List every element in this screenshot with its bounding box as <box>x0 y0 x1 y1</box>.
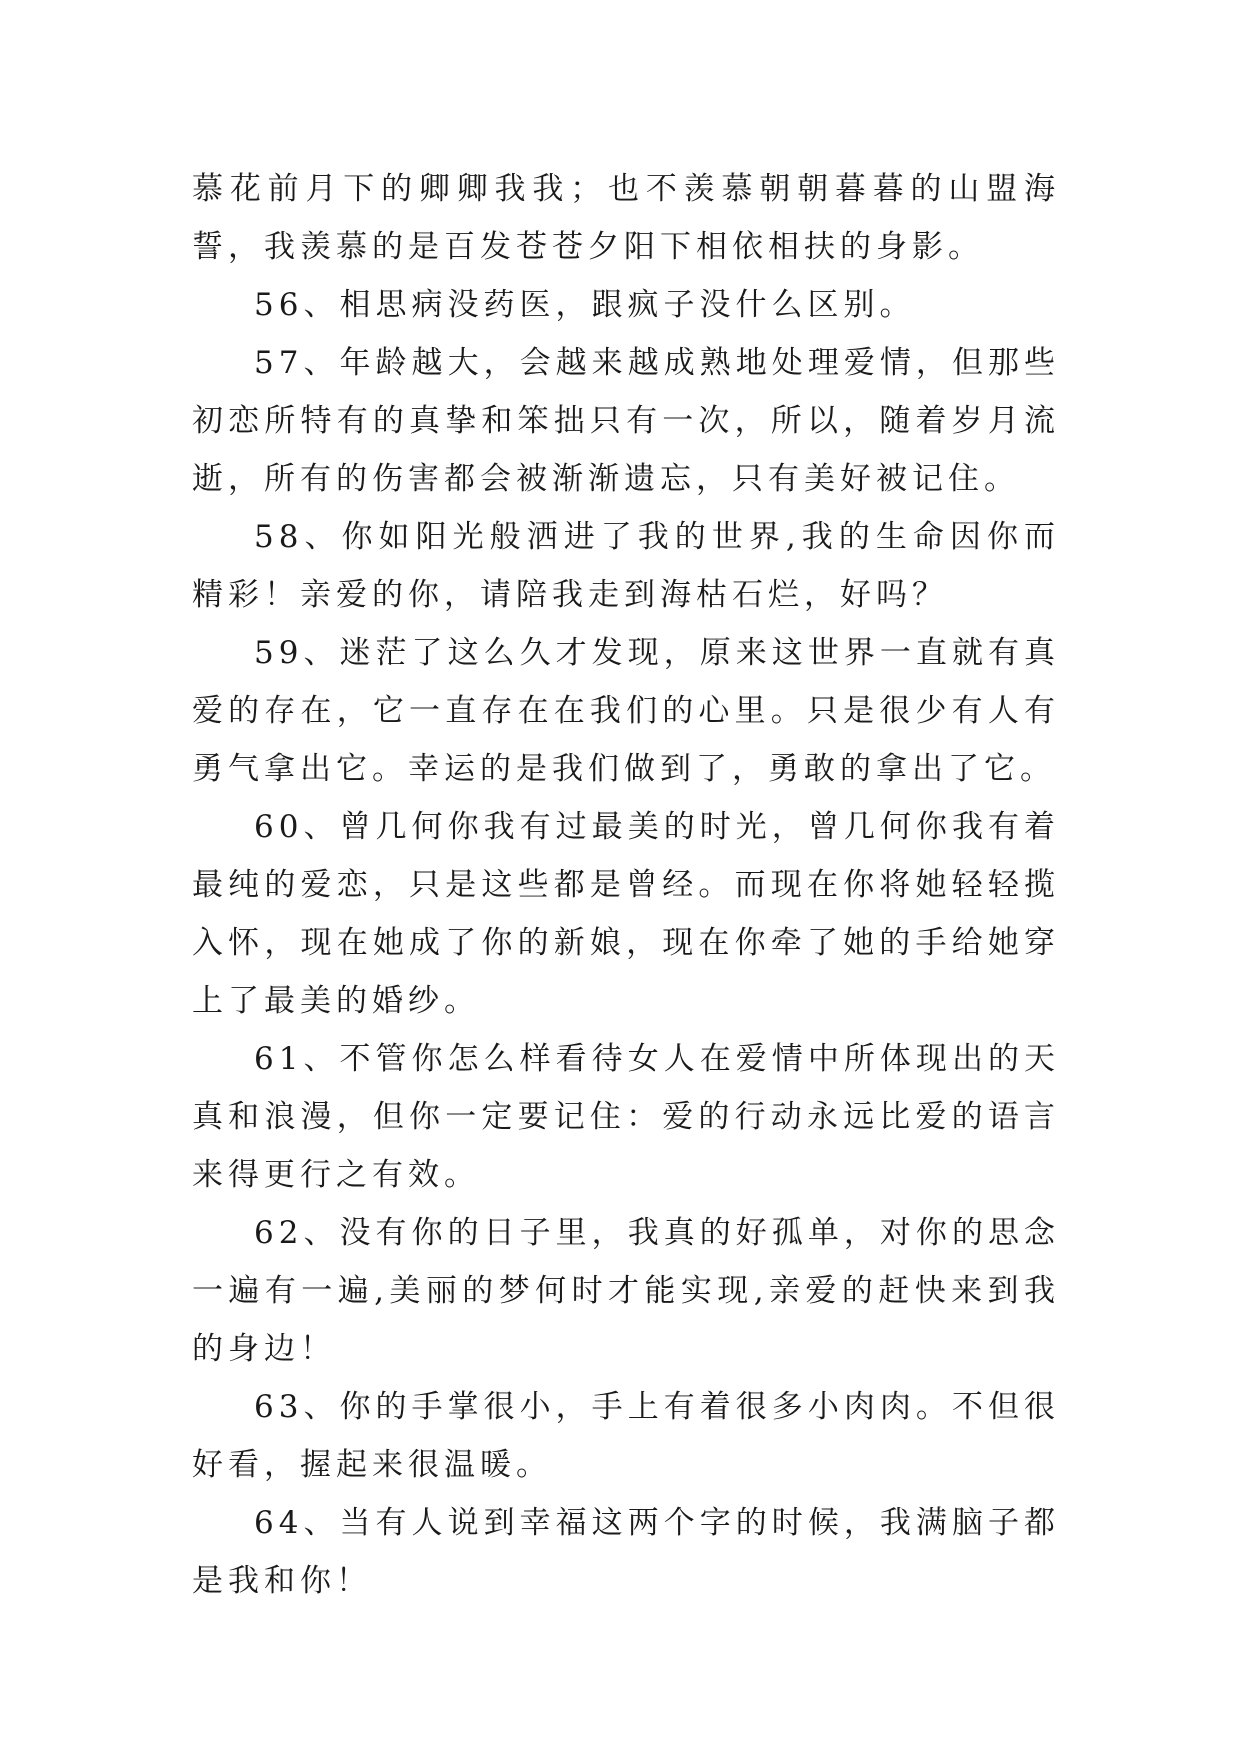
paragraph-62: 62、没有你的日子里，我真的好孤单，对你的思念一遍有一遍,美丽的梦何时才能实现,亲爱的赶快来到我的身边！ <box>192 1215 1060 1367</box>
paragraph-59: 59、迷茫了这么久才发现，原来这世界一直就有真爱的存在，它一直存在在我们的心里。只是很少有人有勇气拿出它。幸运的是我们做到了，勇敢的拿出了它。 <box>192 635 1060 787</box>
paragraph-58: 58、你如阳光般洒进了我的世界,我的生命因你而精彩！亲爱的你，请陪我走到海枯石烂，好吗？ <box>192 519 1060 613</box>
paragraph-60: 60、曾几何你我有过最美的时光，曾几何你我有着最纯的爱恋，只是这些都是曾经。而现在你将她轻轻揽入怀，现在她成了你的新娘，现在你牵了她的手给她穿上了最美的婚纱。 <box>192 809 1060 1019</box>
paragraph-64: 64、当有人说到幸福这两个字的时候，我满脑子都是我和你！ <box>192 1505 1060 1599</box>
document-body <box>192 160 1060 1610</box>
paragraph-61: 61、不管你怎么样看待女人在爱情中所体现出的天真和浪漫，但你一定要记住：爱的行动永远比爱的语言来得更行之有效。 <box>192 1041 1060 1193</box>
paragraph-63: 63、你的手掌很小，手上有着很多小肉肉。不但很好看，握起来很温暖。 <box>192 1389 1060 1483</box>
paragraph-57: 57、年龄越大，会越来越成熟地处理爱情，但那些初恋所特有的真挚和笨拙只有一次，所以，随着岁月流逝，所有的伤害都会被渐渐遗忘，只有美好被记住。 <box>192 345 1060 497</box>
paragraph-56: 56、相思病没药医，跟疯子没什么区别。 <box>254 287 916 323</box>
paragraph-continued: 慕花前月下的卿卿我我；也不羡慕朝朝暮暮的山盟海誓，我羡慕的是百发苍苍夕阳下相依相扶的身影。 <box>192 171 1060 265</box>
